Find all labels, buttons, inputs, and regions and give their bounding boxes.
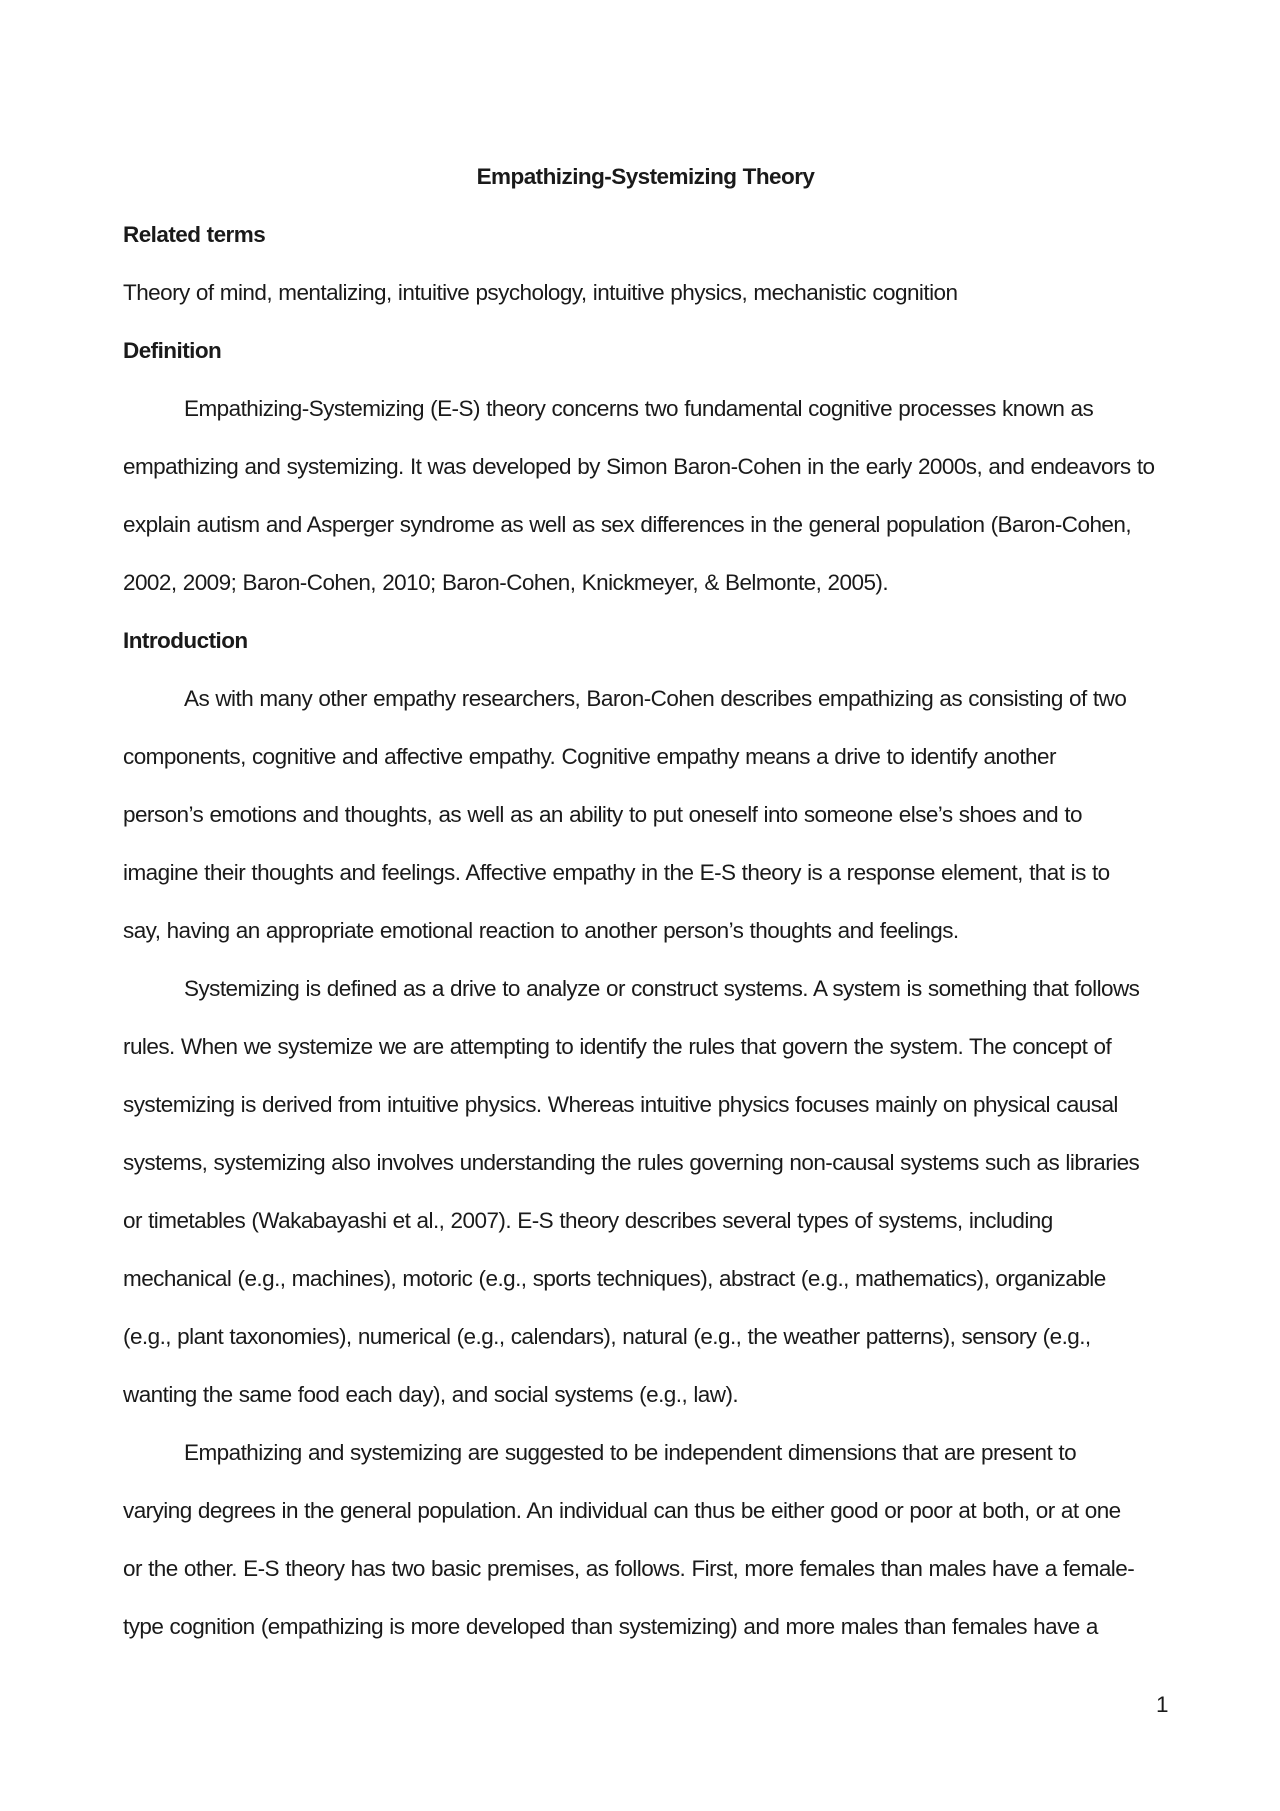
text-line: empathizing and systemizing. It was developed by Simon Baron-Cohen in the early 2000s, and endeavors to [123, 454, 1155, 479]
document-title: Empathizing-Systemizing Theory [476, 164, 815, 189]
definition-heading: Definition [123, 338, 222, 363]
text-line: components, cognitive and affective empathy. Cognitive empathy means a drive to identify another [123, 744, 1056, 769]
page-number: 1 [1155, 1692, 1168, 1717]
text-line: wanting the same food each day), and social systems (e.g., law). [123, 1382, 739, 1407]
text-line: or the other. E-S theory has two basic premises, as follows. First, more females than males have a female- [123, 1556, 1135, 1581]
text-line: systems, systemizing also involves understanding the rules governing non-causal systems such as libraries [123, 1150, 1140, 1175]
related-terms-text: Theory of mind, mentalizing, intuitive psychology, intuitive physics, mechanistic cognition [123, 280, 958, 305]
text-line: rules. When we systemize we are attempting to identify the rules that govern the system. The concept of [123, 1034, 1112, 1059]
text-line: As with many other empathy researchers, Baron-Cohen describes empathizing as consisting of two [184, 686, 1127, 711]
text-line: 2002, 2009; Baron-Cohen, 2010; Baron-Cohen, Knickmeyer, & Belmonte, 2005). [123, 570, 889, 595]
text-line: Empathizing-Systemizing (E-S) theory concerns two fundamental cognitive processes known as [184, 396, 1094, 421]
introduction-paragraph-3 [123, 1424, 1168, 1656]
text-line: (e.g., plant taxonomies), numerical (e.g., calendars), natural (e.g., the weather patterns), sensory (e.g., [123, 1324, 1091, 1349]
text-line: Systemizing is defined as a drive to analyze or construct systems. A system is something that follows [184, 976, 1140, 1001]
document-body [123, 148, 1168, 1656]
related-terms-heading: Related terms [123, 222, 266, 247]
text-line: mechanical (e.g., machines), motoric (e.g., sports techniques), abstract (e.g., mathematics), organizable [123, 1266, 1106, 1291]
introduction-paragraph-2 [123, 960, 1168, 1424]
text-line: person’s emotions and thoughts, as well as an ability to put oneself into someone else’s shoes and to [123, 802, 1083, 827]
text-line: systemizing is derived from intuitive physics. Whereas intuitive physics focuses mainly on physical causal [123, 1092, 1118, 1117]
text-line: or timetables (Wakabayashi et al., 2007). E-S theory describes several types of systems, including [123, 1208, 1053, 1233]
text-line: type cognition (empathizing is more developed than systemizing) and more males than females have a [123, 1614, 1098, 1639]
text-line: Empathizing and systemizing are suggested to be independent dimensions that are present to [184, 1440, 1077, 1465]
introduction-heading: Introduction [123, 628, 248, 653]
introduction-paragraph-1 [123, 670, 1168, 960]
text-line: imagine their thoughts and feelings. Affective empathy in the E-S theory is a response element, that is to [123, 860, 1110, 885]
definition-paragraph [123, 380, 1168, 612]
text-line: explain autism and Asperger syndrome as well as sex differences in the general population (Baron-Cohen, [123, 512, 1132, 537]
text-line: say, having an appropriate emotional reaction to another person’s thoughts and feelings. [123, 918, 959, 943]
text-line: varying degrees in the general population. An individual can thus be either good or poor at both, or at one [123, 1498, 1121, 1523]
